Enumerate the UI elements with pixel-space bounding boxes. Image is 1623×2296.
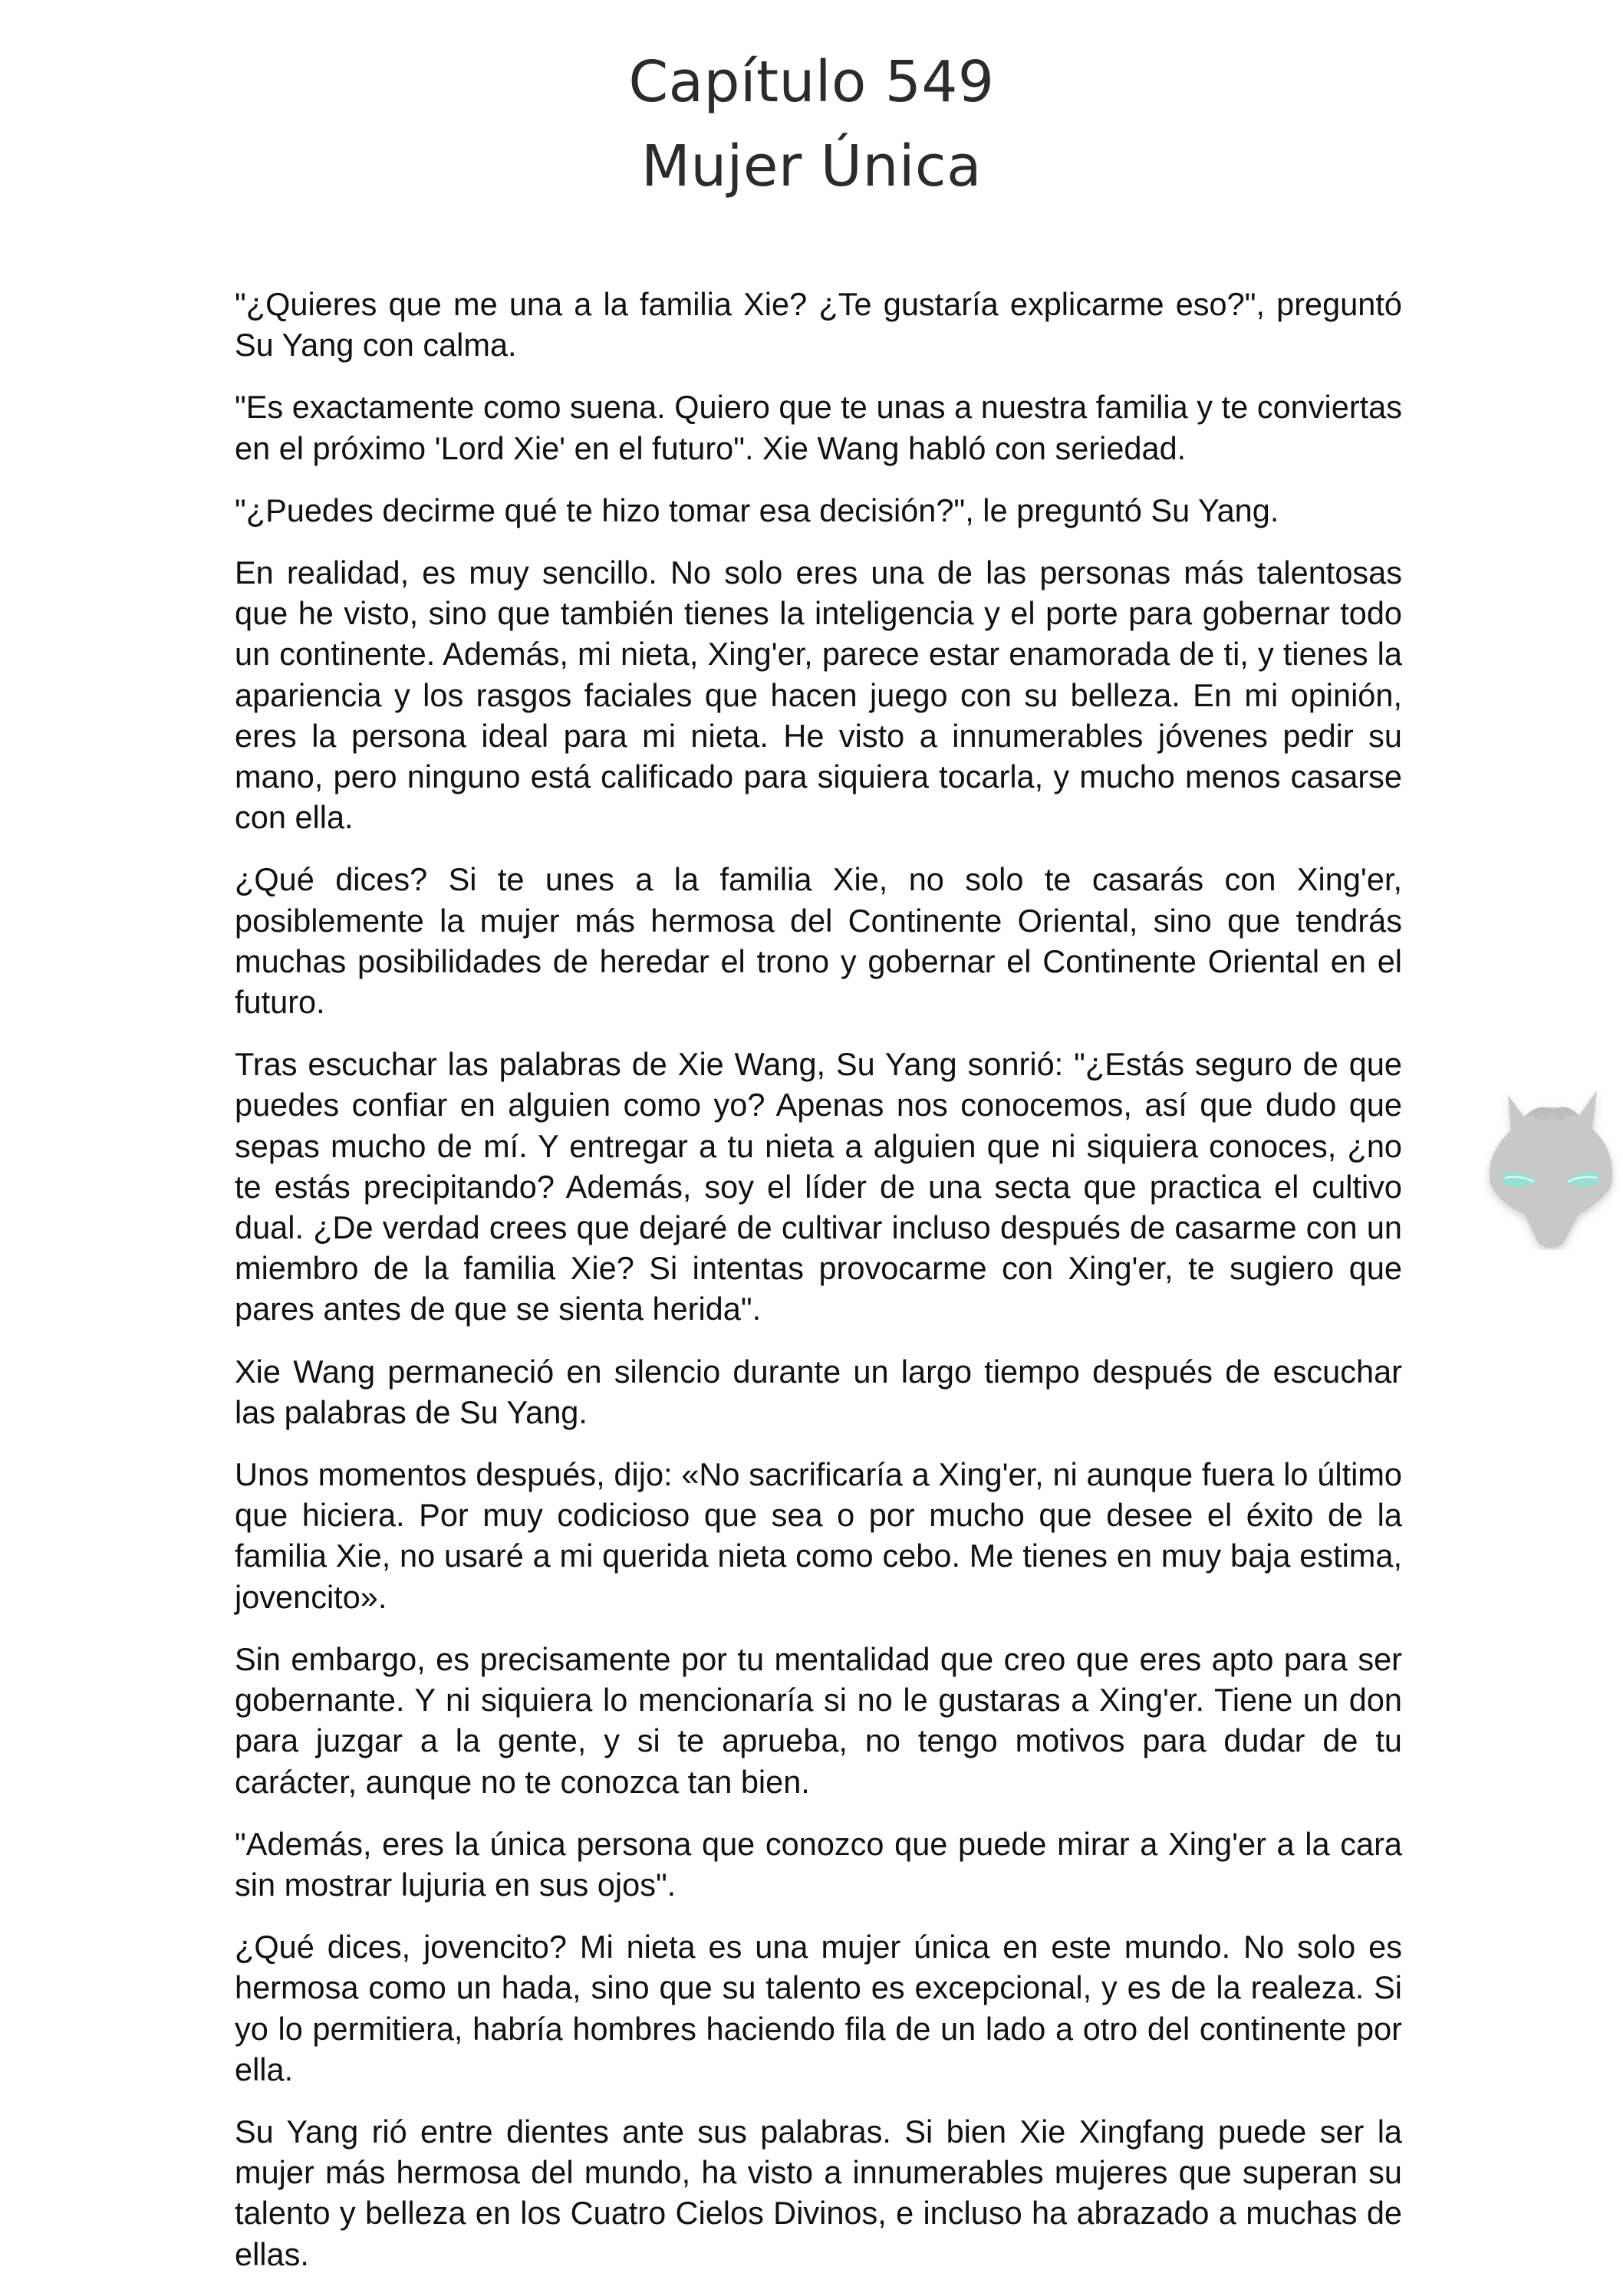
paragraph: Tras escuchar las palabras de Xie Wang, Su Yang sonrió: "¿Estás seguro de que puedes confiar en alguien como yo? Apenas nos conocemos, así que dudo que sepas mucho de mí. Y entregar a tu nieta a alguien que ni siquiera conoces, ¿no te estás precipitando? Además, soy el líder de una secta que practica el cultivo dual. ¿De verdad crees que dejaré de cultivar incluso después de casarme con un miembro de la familia Xie? Si intentas provocarme con Xing'er, te sugiero que pares antes de que se sienta herida".	[235, 1046, 1402, 1327]
paragraph: ¿Qué dices? Si te unes a la familia Xie, no solo te casarás con Xing'er, posiblemente la mujer más hermosa del Continente Oriental, sino que tendrás muchas posibilidades de heredar el trono y gobernar el Continente Oriental en el futuro.	[235, 861, 1402, 1021]
chapter-number: Capítulo 549	[628, 49, 995, 115]
paragraph: "¿Puedes decirme qué te hizo tomar esa decisión?", le preguntó Su Yang.	[235, 492, 1279, 528]
paragraph: "Es exactamente como suena. Quiero que te unas a nuestra familia y te conviertas en el próximo 'Lord Xie' en el futuro". Xie Wang habló con seriedad.	[235, 389, 1402, 466]
paragraph: En realidad, es muy sencillo. No solo eres una de las personas más talentosas que he visto, sino que también tienes la inteligencia y el porte para gobernar todo un continente. Además, mi nieta, Xing'er, parece estar enamorada de ti, y tienes la apariencia y los rasgos faciales que hacen juego con su belleza. En mi opinión, eres la persona ideal para mi nieta. He visto a innumerables jóvenes pedir su mano, pero ninguno está calificado para siquiera tocarla, y mucho menos casarse con ella.	[235, 554, 1402, 836]
chapter-title: Mujer Única	[641, 133, 982, 199]
chapter-body	[235, 284, 1402, 2296]
paragraph: Xie Wang permaneció en silencio durante un largo tiempo después de escuchar las palabras de Su Yang.	[235, 1353, 1402, 1430]
paragraph: ¿Qué dices, jovencito? Mi nieta es una mujer única en este mundo. No solo es hermosa como un hada, sino que su talento es excepcional, y es de la realeza. Si yo lo permitiera, habría hombres haciendo fila de un lado a otro del continente por ella.	[235, 1929, 1402, 2087]
paragraph: "Además, eres la única persona que conozco que puede mirar a Xing'er a la cara sin mostrar lujuria en sus ojos".	[235, 1825, 1402, 1903]
paragraph: Su Yang rió entre dientes ante sus palabras. Si bien Xie Xingfang puede ser la mujer más hermosa del mundo, ha visto a innumerables mujeres que superan su talento y belleza en los Cuatro Cielos Divinos, e incluso ha abrazado a muchas de ellas.	[235, 2113, 1402, 2272]
paragraph: Sin embargo, es precisamente por tu mentalidad que creo que eres apto para ser gobernante. Y ni siquiera lo mencionaría si no le gustaras a Xing'er. Tiene un don para juzgar a la gente, y si te aprueba, no tengo motivos para dudar de tu carácter, aunque no te conozca tan bien.	[235, 1640, 1402, 1800]
paragraph: "¿Quieres que me una a la familia Xie? ¿Te gustaría explicarme eso?", preguntó Su Yang con calma.	[235, 286, 1402, 363]
paragraph: Unos momentos después, dijo: «No sacrificaría a Xing'er, ni aunque fuera lo último que hiciera. Por muy codicioso que sea o por mucho que desee el éxito de la familia Xie, no usaré a mi querida nieta como cebo. Me tienes en muy baja estima, jovencito».	[235, 1456, 1402, 1615]
chapter-header	[0, 40, 1623, 209]
demon-head-icon	[1477, 1074, 1623, 1250]
